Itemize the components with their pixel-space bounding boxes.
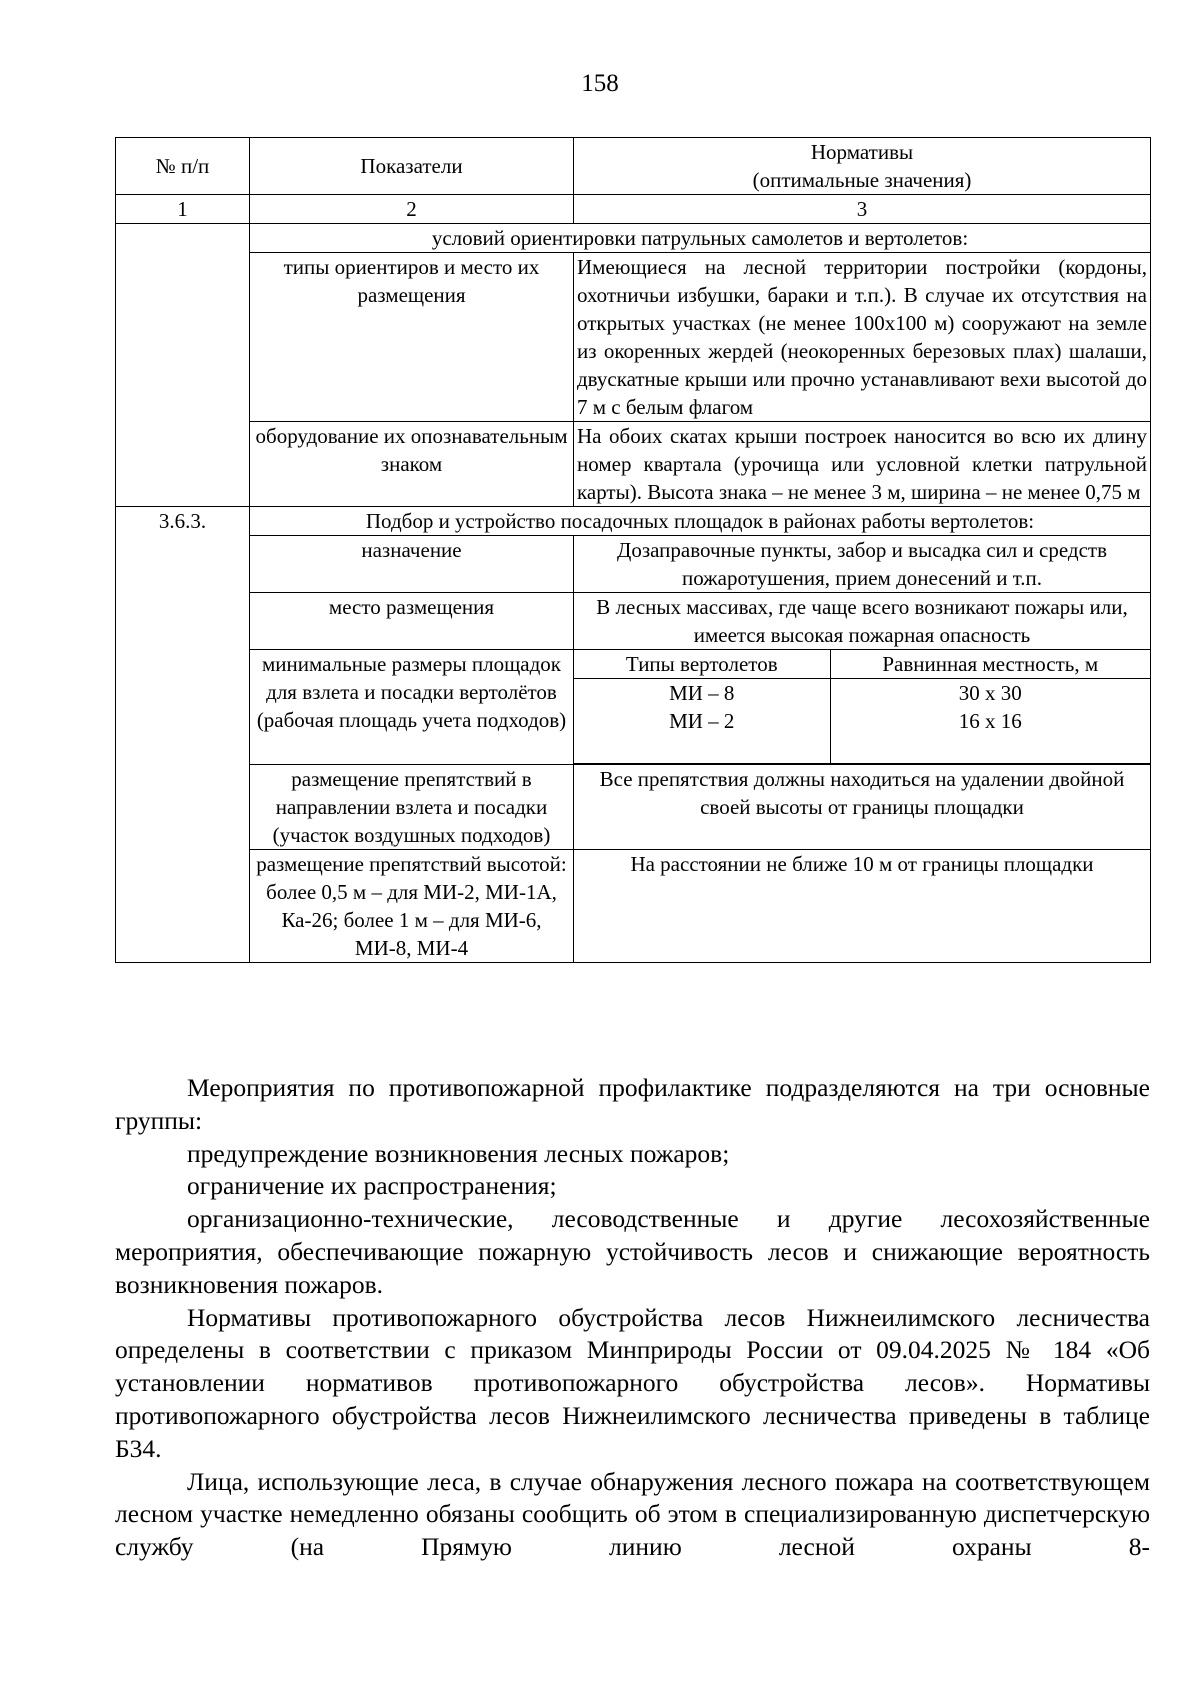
helicopter-size-table <box>574 650 1150 764</box>
norms-table <box>115 137 1151 963</box>
landmark-types-value: Имеющиеся на лесной территории постройки (кордоны, охотничьи избушки, бараки и т.п.). В случае их отсутствия на открытых участках (не менее 100х100 м) сооружают на земле из окоренных жердей (неокоренных березовых плах) шалаши, двускатные крыши или прочно устанавливают вехи высотой до 7 м с белым флагом <box>574 253 1151 422</box>
col-number-1: 1 <box>116 195 250 224</box>
col-number-3: 3 <box>574 195 1151 224</box>
obstacles-height-label: размещение препятствий высотой: более 0,5 м – для МИ-2, МИ-1А, Ка-26; более 1 м – для МИ-6, МИ-8, МИ-4 <box>250 850 574 963</box>
table-row <box>116 650 1151 765</box>
table-row <box>116 224 1151 253</box>
table-row <box>116 536 1151 593</box>
table-header-row <box>116 138 1151 195</box>
location-label: место размещения <box>250 593 574 650</box>
landmark-types-label: типы ориентиров и место их размещения <box>250 253 574 422</box>
purpose-value: Дозаправочные пункты, забор и высадка сил и средств пожаротушения, прием донесений и т.п. <box>574 536 1151 593</box>
sign-value: На обоих скатах крыши построек наносится во всю их длину номер квартала (урочища или условной клетки патрульной карты). Высота знака – не менее 3 м, ширина – не менее 0,75 м <box>574 422 1151 507</box>
col-number-2: 2 <box>250 195 574 224</box>
purpose-label: назначение <box>250 536 574 593</box>
table-row <box>116 765 1151 850</box>
paragraph: Мероприятия по противопожарной профилактике подразделяются на три основные группы: <box>115 1073 1150 1135</box>
paragraph: Нормативы противопожарного обустройства лесов Нижнеилимского лесничества определены в соответствии с приказом Минприроды России от 09.04.2025 № 184 «Об установлении нормативов противопожарного обустройства лесов». Нормативы противопожарного обустройства лесов Нижнеилимского лесничества приведены в таблице Б34. <box>115 1302 1150 1463</box>
plain-terrain-size: 16 х 16 <box>958 709 1022 733</box>
sign-label: оборудование их опознавательным знаком <box>250 422 574 507</box>
obstacles-height-value: На расстоянии не ближе 10 м от границы площадки <box>574 850 1151 963</box>
header-norms-line2: (оптимальные значения) <box>752 168 972 192</box>
column-number-row <box>116 195 1151 224</box>
header-num: № п/п <box>116 138 250 195</box>
table-row <box>116 422 1151 507</box>
obstacles-label: размещение препятствий в направлении взлета и посадки (участок воздушных подходов) <box>250 765 574 850</box>
list-item: организационно-технические, лесоводственные и другие лесохозяйственные мероприятия, обеспечивающие пожарную устойчивость лесов и снижающие вероятность возникновения пожаров. <box>115 1204 1150 1299</box>
page-number: 158 <box>581 70 619 97</box>
list-item: ограничение их распространения; <box>187 1171 557 1201</box>
min-size-label: минимальные размеры площадок для взлета и посадки вертолётов (рабочая площадь учета подходов) <box>250 650 574 765</box>
body-text <box>115 1072 1150 1564</box>
helicopter-types-header: Типы вертолетов <box>574 650 830 679</box>
helicopter-type: МИ – 2 <box>669 709 735 733</box>
helicopter-size-cell <box>574 650 1151 765</box>
section-number: 3.6.3. <box>116 507 250 963</box>
empty-num-cell <box>116 224 250 507</box>
plain-terrain-list <box>830 679 1150 764</box>
table-row <box>116 593 1151 650</box>
list-item: предупреждение возникновения лесных пожаров; <box>187 1138 730 1168</box>
plain-terrain-size: 30 х 30 <box>958 681 1022 705</box>
table-row <box>116 850 1151 963</box>
section-title: Подбор и устройство посадочных площадок в районах работы вертолетов: <box>250 507 1151 536</box>
location-value: В лесных массивах, где чаще всего возникают пожары или, имеется высокая пожарная опасность <box>574 593 1151 650</box>
header-norms-line1: Нормативы <box>810 140 914 164</box>
table-row <box>116 507 1151 536</box>
header-norms <box>574 138 1151 195</box>
paragraph: Лица, использующие леса, в случае обнаружения лесного пожара на соответствующем лесном участке немедленно обязаны сообщить об этом в специализированную диспетчерскую службу (на Прямую линию лесной охраны 8- <box>115 1466 1150 1562</box>
header-indicators: Показатели <box>250 138 574 195</box>
obstacles-value: Все препятствия должны находиться на удалении двойной своей высоты от границы площадки <box>574 765 1151 850</box>
orientation-continuation: условий ориентировки патрульных самолетов и вертолетов: <box>250 224 1151 253</box>
table-row <box>116 253 1151 422</box>
helicopter-types-list <box>574 679 830 764</box>
plain-terrain-header: Равнинная местность, м <box>830 650 1150 679</box>
helicopter-type: МИ – 8 <box>669 681 735 705</box>
